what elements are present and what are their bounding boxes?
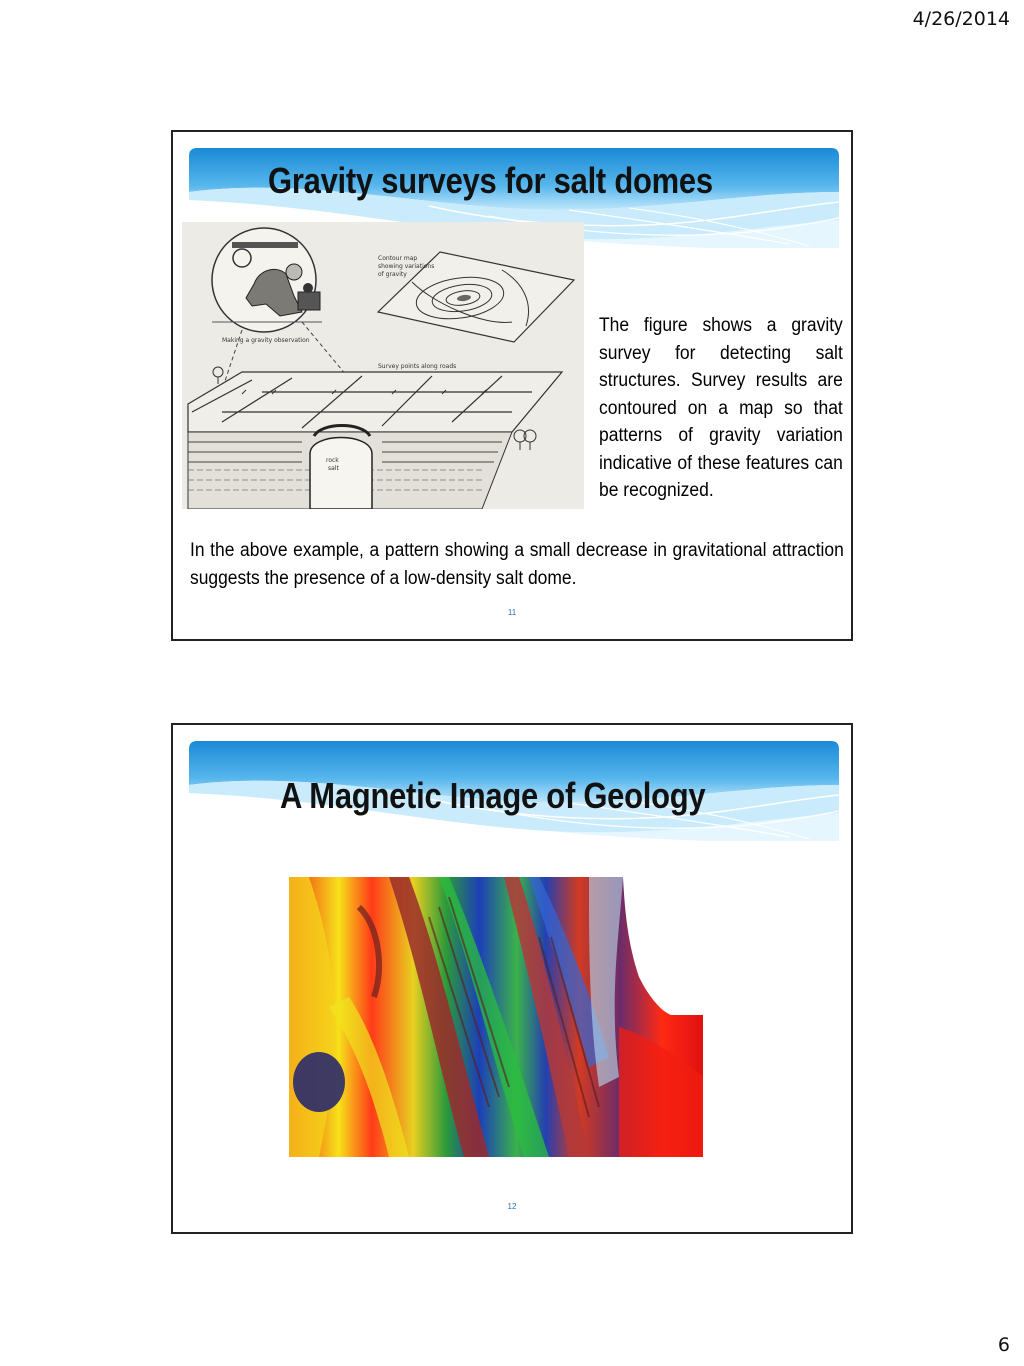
svg-text:showing variations: showing variations [378,263,435,270]
svg-text:salt: salt [328,465,339,472]
slide-number: 11 [507,608,517,617]
label-rock-salt [326,457,339,472]
magnetic-anomaly-map [289,877,703,1157]
label-survey-points: Survey points along roads [378,363,457,370]
slide-title: A Magnetic Image of Geology [280,775,706,816]
page-number: 6 [997,1334,1010,1356]
slide-title: Gravity surveys for salt domes [268,160,713,201]
magnetic-geology-image [289,877,703,1157]
gravity-survey-sketch [182,222,584,509]
slide-magnetic-image [171,723,853,1234]
slide-gravity-surveys [171,130,853,641]
svg-text:Contour map: Contour map [378,255,418,262]
svg-text:of gravity: of gravity [378,271,407,278]
example-explanation: In the above example, a pattern showing a small decrease in gravitational attraction suggests the presence of a low-density salt dome. [190,540,844,589]
svg-text:rock: rock [326,457,339,464]
gravity-survey-figure [182,222,584,509]
label-observation: Making a gravity observation [222,337,310,344]
page-date: 4/26/2014 [912,8,1010,30]
slide-number: 12 [507,1202,517,1211]
figure-description: The figure shows a gravity survey for detecting salt structures. Survey results are contoured on a map so that patterns of gravity variation indicative of these features can be recognized. [599,315,843,501]
